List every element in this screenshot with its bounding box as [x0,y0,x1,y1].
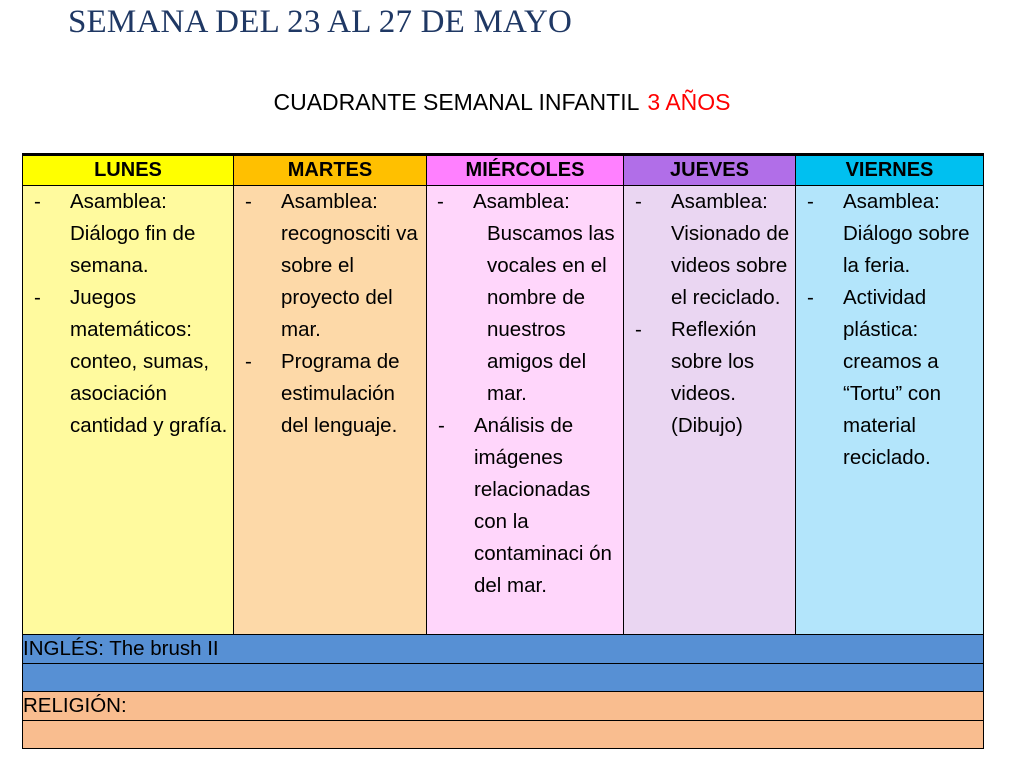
religion-band: RELIGIÓN: [23,692,984,721]
activity-item: - Juegos matemáticos: conteo, sumas, asociación cantidad y grafía. [23,282,233,442]
activity-list [624,186,795,442]
activity-item: - Asamblea: recognosciti va sobre el proyecto del mar. [234,186,426,346]
schedule-subtitle [0,89,1004,116]
activity-list [427,186,623,602]
activity-list [234,186,426,442]
activities-row [23,186,984,635]
weekly-schedule-table [22,153,984,749]
week-title: SEMANA DEL 23 AL 27 DE MAYO [68,4,573,40]
activities-cell-jueves [624,186,796,635]
activity-item: - Análisis de imágenes relacionadas con la contaminaci ón del mar. [427,410,623,602]
ingles-band-empty [23,664,984,692]
day-header-jueves: JUEVES [624,155,796,186]
activity-list [796,186,983,474]
activity-item: - Actividad plástica: creamos a “Tortu” con material reciclado. [796,282,983,474]
day-header-martes: MARTES [234,155,427,186]
religion-band-empty [23,721,984,749]
age-label: 3 AÑOS [647,89,731,115]
activity-list [23,186,233,442]
activity-item: - Asamblea: Buscamos las vocales en el nombre de nuestros amigos del mar. [427,186,623,410]
day-header-viernes: VIERNES [796,155,984,186]
day-header-miercoles: MIÉRCOLES [427,155,624,186]
activity-item: - Asamblea: Diálogo sobre la feria. [796,186,983,282]
activity-item: - Programa de estimulación del lenguaje. [234,346,426,442]
activity-item: - Asamblea: Diálogo fin de semana. [23,186,233,282]
ingles-row [23,635,984,664]
religion-row [23,692,984,721]
day-header-row [23,155,984,186]
activities-cell-viernes [796,186,984,635]
ingles-empty-row [23,664,984,692]
subtitle-text: CUADRANTE SEMANAL INFANTIL [273,89,640,115]
religion-empty-row [23,721,984,749]
activities-cell-lunes [23,186,234,635]
activities-cell-miercoles [427,186,624,635]
activities-cell-martes [234,186,427,635]
day-header-lunes: LUNES [23,155,234,186]
activity-item: - Asamblea: Visionado de videos sobre el reciclado. [624,186,795,314]
ingles-band: INGLÉS: The brush II [23,635,984,664]
activity-item: - Reflexión sobre los videos. (Dibujo) [624,314,795,442]
